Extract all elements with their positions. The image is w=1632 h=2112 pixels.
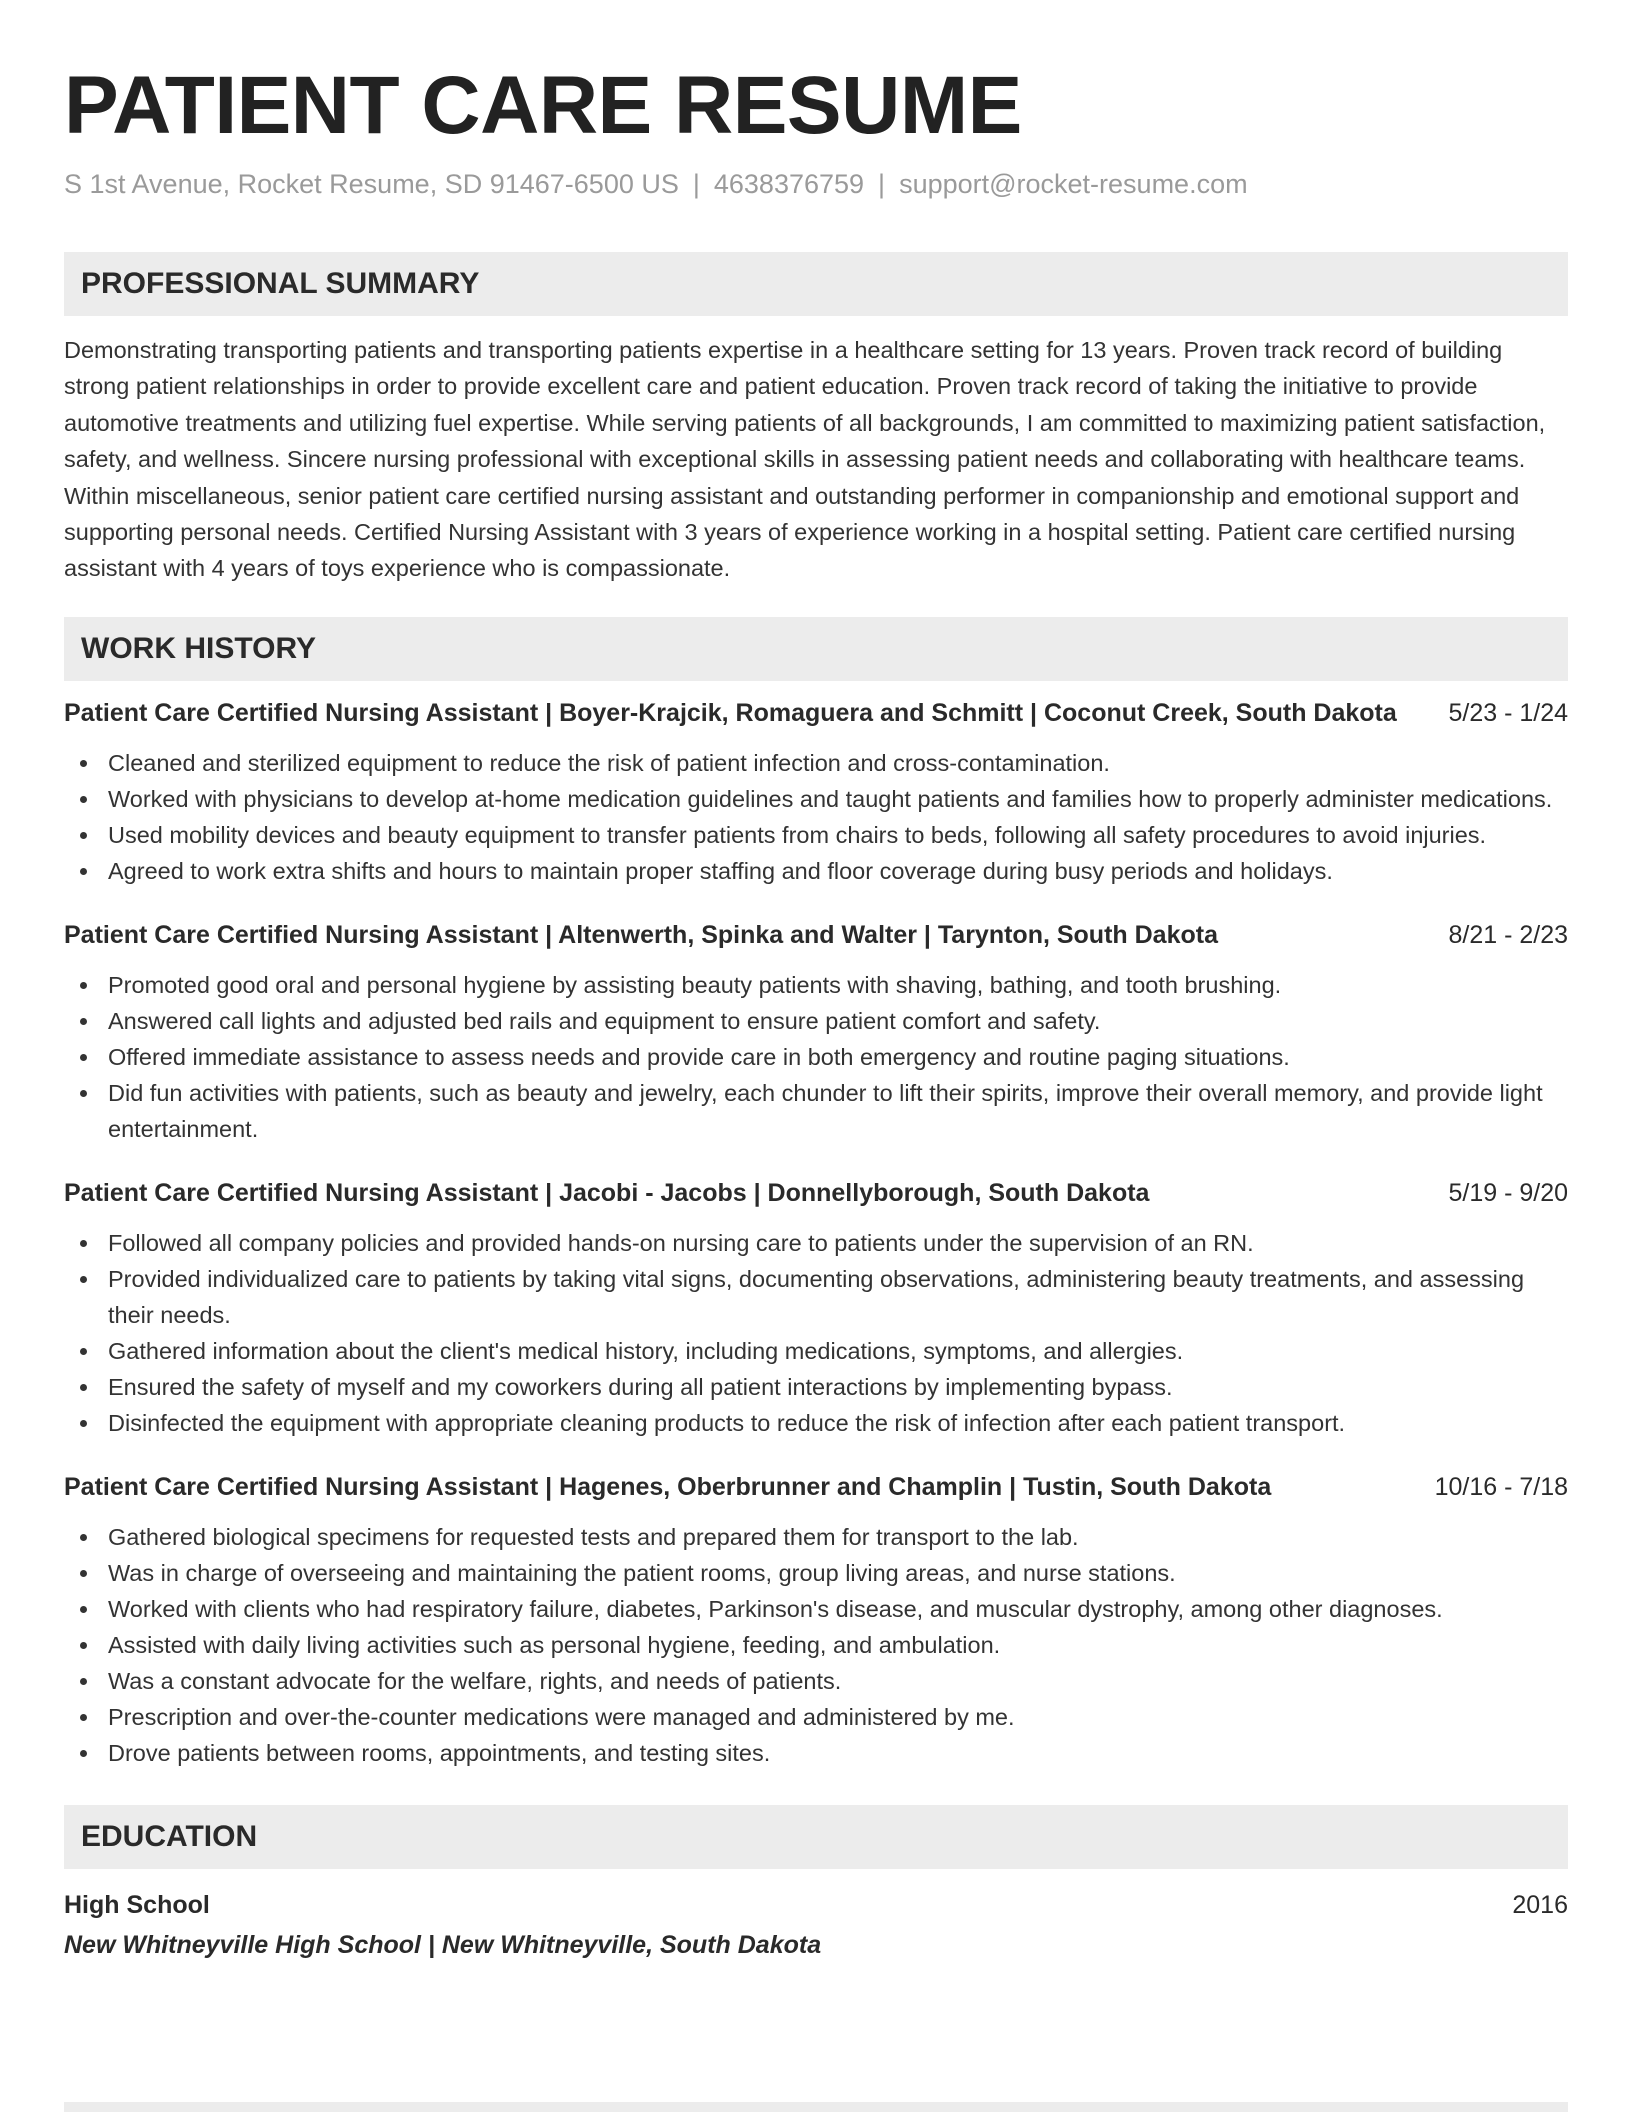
job-header bbox=[64, 917, 1568, 953]
resume-title: PATIENT CARE RESUME bbox=[64, 60, 1022, 151]
section-header-summary: PROFESSIONAL SUMMARY bbox=[64, 252, 1568, 316]
education-year: 2016 bbox=[1512, 1890, 1568, 1919]
job-bullet: Provided individualized care to patients by taking vital signs, documenting observations, administering beauty treatments, and assessing their needs. bbox=[64, 1261, 1568, 1333]
job-bullets bbox=[64, 967, 1568, 1147]
job-entry-2 bbox=[64, 917, 1568, 1147]
job-bullet: Drove patients between rooms, appointments, and testing sites. bbox=[64, 1735, 1568, 1771]
contact-phone: 4638376759 bbox=[713, 169, 865, 199]
job-title: Patient Care Certified Nursing Assistant | Boyer-Krajcik, Romaguera and Schmitt | Coconut Creek, South Dakota bbox=[64, 698, 1397, 727]
job-entry-4 bbox=[64, 1469, 1568, 1771]
job-header bbox=[64, 1469, 1568, 1505]
job-bullets bbox=[64, 1519, 1568, 1771]
job-dates: 5/23 - 1/24 bbox=[1448, 698, 1568, 727]
job-bullets bbox=[64, 1225, 1568, 1441]
job-bullet: Answered call lights and adjusted bed rails and equipment to ensure patient comfort and safety. bbox=[64, 1003, 1568, 1039]
job-header bbox=[64, 695, 1568, 731]
job-entry-3 bbox=[64, 1175, 1568, 1441]
job-bullet: Cleaned and sterilized equipment to reduce the risk of patient infection and cross-contamination. bbox=[64, 745, 1568, 781]
summary-text: Demonstrating transporting patients and transporting patients expertise in a healthcare setting for 13 years. Proven track record of building strong patient relationships in order to provide excellent care and patient education. Proven track record of taking the initiative to provide automotive treatments and utilizing fuel expertise. While serving patients of all backgrounds, I am committed to maximizing patient satisfaction, safety, and wellness. Sincere nursing professional with exceptional skills in assessing patient needs and collaborating with healthcare teams. Within miscellaneous, senior patient care certified nursing assistant and outstanding performer in companionship and emotional support and supporting personal needs. Certified Nursing Assistant with 3 years of experience working in a hospital setting. Patient care certified nursing assistant with 4 years of toys experience who is compassionate. bbox=[64, 337, 1546, 582]
job-dates: 10/16 - 7/18 bbox=[1434, 1472, 1568, 1501]
job-bullet: Did fun activities with patients, such as beauty and jewelry, each chunder to lift their spirits, improve their overall memory, and provide light entertainment. bbox=[64, 1075, 1568, 1147]
education-entry bbox=[64, 1887, 1568, 1963]
job-dates: 5/19 - 9/20 bbox=[1448, 1178, 1568, 1207]
job-bullet: Was a constant advocate for the welfare, rights, and needs of patients. bbox=[64, 1663, 1568, 1699]
job-dates: 8/21 - 2/23 bbox=[1448, 920, 1568, 949]
contact-separator: | bbox=[878, 169, 886, 199]
contact-line bbox=[64, 166, 1568, 202]
job-header bbox=[64, 1175, 1568, 1211]
job-bullet: Assisted with daily living activities such as personal hygiene, feeding, and ambulation. bbox=[64, 1627, 1568, 1663]
job-bullet: Worked with clients who had respiratory failure, diabetes, Parkinson's disease, and muscular dystrophy, among other diagnoses. bbox=[64, 1591, 1568, 1627]
education-header bbox=[64, 1887, 1568, 1923]
contact-address: S 1st Avenue, Rocket Resume, SD 91467-6500 US bbox=[64, 169, 679, 199]
job-bullet: Promoted good oral and personal hygiene by assisting beauty patients with shaving, bathing, and tooth brushing. bbox=[64, 967, 1568, 1003]
job-bullet: Gathered biological specimens for requested tests and prepared them for transport to the lab. bbox=[64, 1519, 1568, 1555]
contact-separator: | bbox=[692, 169, 700, 199]
job-entry-1 bbox=[64, 695, 1568, 889]
job-bullet: Was in charge of overseeing and maintaining the patient rooms, group living areas, and nurse stations. bbox=[64, 1555, 1568, 1591]
job-bullet: Agreed to work extra shifts and hours to maintain proper staffing and floor coverage during busy periods and holidays. bbox=[64, 853, 1568, 889]
job-title: Patient Care Certified Nursing Assistant | Hagenes, Oberbrunner and Champlin | Tustin, South Dakota bbox=[64, 1472, 1272, 1501]
job-bullet: Worked with physicians to develop at-home medication guidelines and taught patients and families how to properly administer medications. bbox=[64, 781, 1568, 817]
job-bullet: Disinfected the equipment with appropriate cleaning products to reduce the risk of infection after each patient transport. bbox=[64, 1405, 1568, 1441]
job-bullet: Followed all company policies and provided hands-on nursing care to patients under the supervision of an RN. bbox=[64, 1225, 1568, 1261]
job-bullet: Ensured the safety of myself and my coworkers during all patient interactions by implementing bypass. bbox=[64, 1369, 1568, 1405]
job-bullet: Used mobility devices and beauty equipment to transfer patients from chairs to beds, following all safety procedures to avoid injuries. bbox=[64, 817, 1568, 853]
job-title: Patient Care Certified Nursing Assistant | Jacobi - Jacobs | Donnellyborough, South Dakota bbox=[64, 1178, 1150, 1207]
section-header-education: EDUCATION bbox=[64, 1805, 1568, 1869]
job-bullet: Prescription and over-the-counter medications were managed and administered by me. bbox=[64, 1699, 1568, 1735]
contact-email: support@rocket-resume.com bbox=[899, 169, 1248, 199]
education-school: New Whitneyville High School | New Whitneyville, South Dakota bbox=[64, 1930, 822, 1959]
education-degree: High School bbox=[64, 1890, 210, 1919]
job-bullets bbox=[64, 745, 1568, 889]
section-header-work-history: WORK HISTORY bbox=[64, 617, 1568, 681]
job-title: Patient Care Certified Nursing Assistant | Altenwerth, Spinka and Walter | Tarynton, South Dakota bbox=[64, 920, 1218, 949]
job-bullet: Gathered information about the client's medical history, including medications, symptoms, and allergies. bbox=[64, 1333, 1568, 1369]
next-section-header-band bbox=[64, 2102, 1568, 2112]
job-bullet: Offered immediate assistance to assess needs and provide care in both emergency and routine paging situations. bbox=[64, 1039, 1568, 1075]
